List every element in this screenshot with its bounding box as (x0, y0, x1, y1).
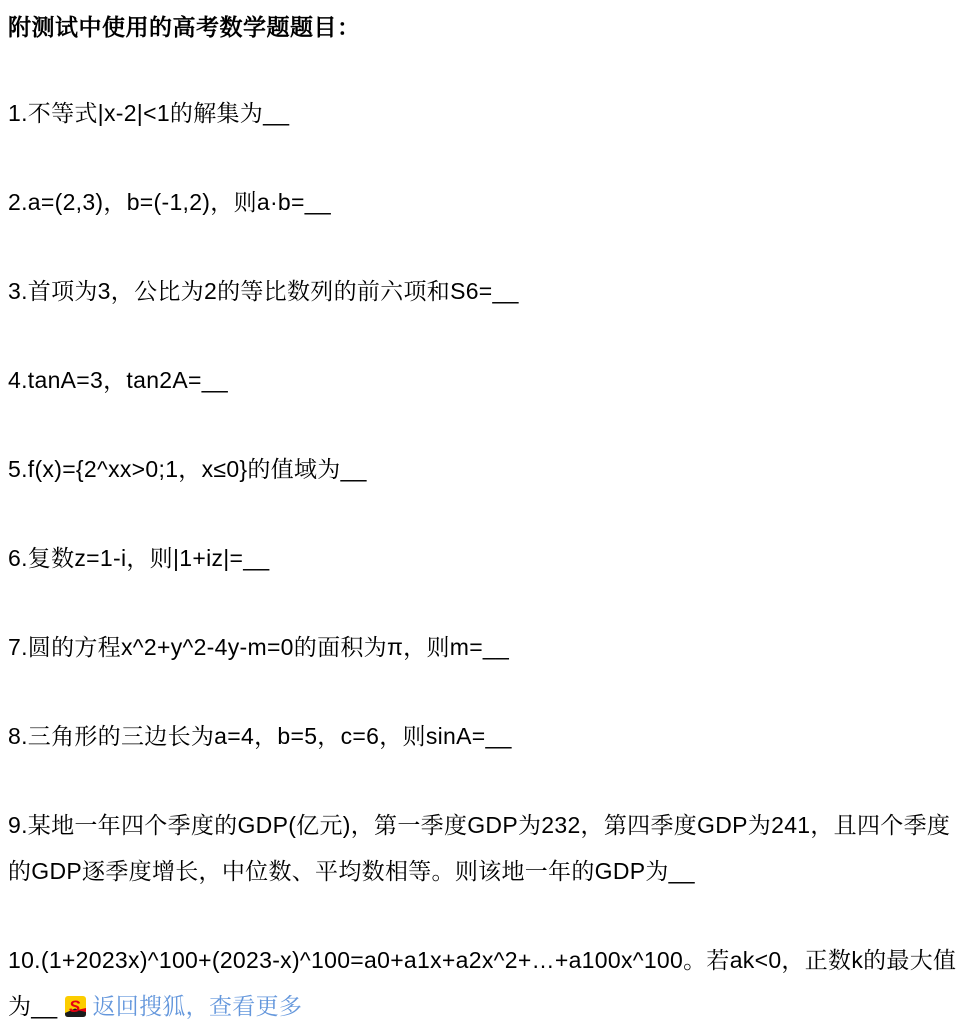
question-4: 4.tanA=3，tan2A=__ (8, 367, 228, 393)
question-6: 6.复数z=1-i，则|1+iz|=__ (8, 545, 270, 571)
svg-text:S: S (69, 997, 82, 1016)
question-1: 1.不等式|x-2|<1的解集为__ (8, 100, 290, 126)
question-2: 2.a=(2,3)，b=(-1,2)，则a·b=__ (8, 189, 331, 215)
back-to-sohu-label: 返回搜狐，查看更多 (92, 993, 303, 1019)
question-10-text: 10.(1+2023x)^100+(2023-x)^100=a0+a1x+a2x^2+…+a100x^100。若ak<0，正数k的最大值为__ (8, 947, 957, 1019)
question-3: 3.首项为3，公比为2的等比数列的前六项和S6=__ (8, 278, 519, 304)
question-5: 5.f(x)={2^xx>0;1，x≤0}的值域为__ (8, 456, 367, 482)
question-8: 8.三角形的三边长为a=4，b=5，c=6，则sinA=__ (8, 723, 512, 749)
question-7: 7.圆的方程x^2+y^2-4y-m=0的面积为π，则m=__ (8, 634, 510, 660)
back-to-sohu-link[interactable] (57, 993, 302, 1019)
page-title: 附测试中使用的高考数学题题目： (8, 14, 361, 40)
question-10 (8, 937, 964, 1029)
question-9: 9.某地一年四个季度的GDP(亿元)，第一季度GDP为232，第四季度GDP为241，且四个季度的GDP逐季度增长，中位数、平均数相等。则该地一年的GDP为__ (8, 812, 951, 884)
sohu-logo-icon (65, 996, 86, 1017)
